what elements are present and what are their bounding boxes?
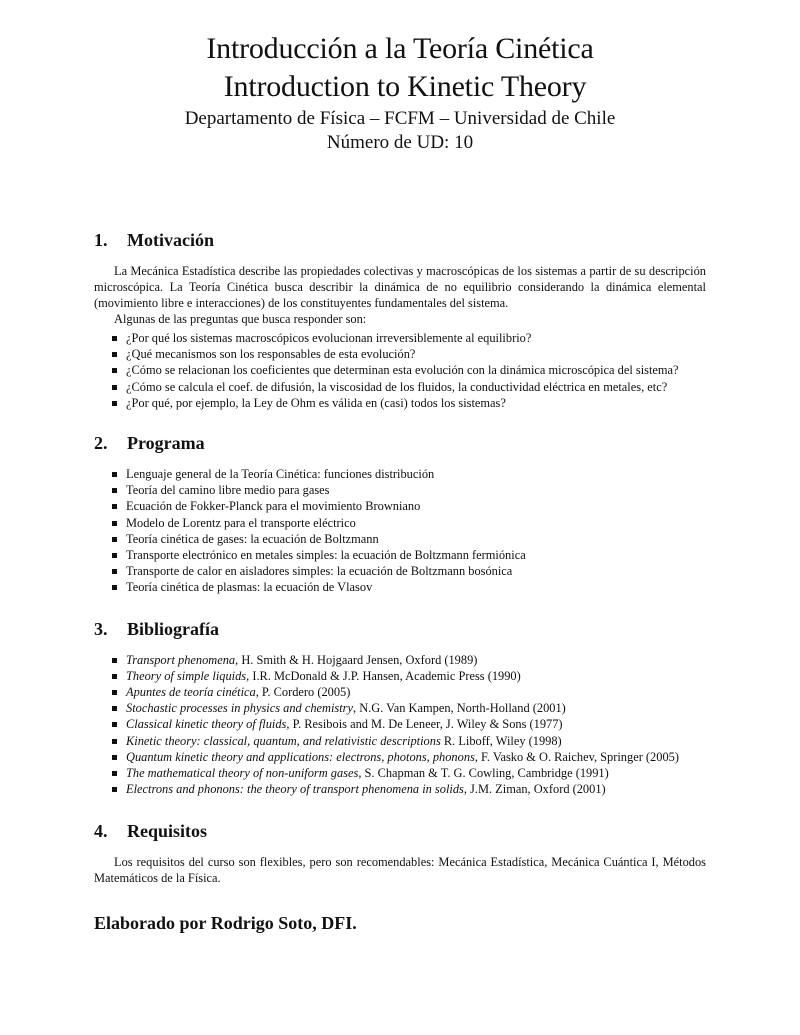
section-heading — [94, 431, 706, 455]
section-heading — [94, 617, 706, 641]
list-item — [112, 515, 706, 531]
bibliography-entry — [112, 749, 706, 765]
list-item — [112, 531, 706, 547]
book-details: R. Liboff, Wiley (1998) — [440, 733, 562, 748]
book-title: Kinetic theory: classical, quantum, and relativistic descriptions — [126, 733, 441, 748]
bullet-square-icon — [112, 336, 117, 341]
section-programa — [94, 431, 706, 596]
book-title: Electrons and phonons: the theory of transport phenomena in solids — [126, 782, 464, 797]
book-title: The mathematical theory of non-uniform gases — [126, 766, 359, 781]
title-english: Introduction to Kinetic Theory — [223, 70, 587, 103]
book-title: Apuntes de teoría cinética — [126, 685, 256, 700]
book-title: Theory of simple liquids — [126, 668, 247, 683]
section-heading — [94, 819, 706, 843]
bullet-square-icon — [112, 787, 117, 792]
ud-number: Número de UD: 10 — [326, 132, 474, 153]
bullet-square-icon — [112, 585, 117, 590]
bibliography-entry — [112, 765, 706, 781]
motivacion-paragraph: La Mecánica Estadística describe las propiedades colectivas y macroscópicas de los sistemas a partir de su descripción microscópica. La Teoría Cinética busca describir la dinámica de no equilibrio considerando la dinámica elemental (movimiento libre e interacciones) de los constituyentes fundamentales del sistema. — [94, 264, 706, 310]
book-details: , J.M. Ziman, Oxford (2001) — [463, 782, 606, 797]
list-item — [112, 498, 706, 514]
bibliography-entry — [112, 652, 706, 668]
bullet-square-icon — [112, 739, 117, 744]
document-body — [94, 228, 706, 935]
section-number: 4. — [94, 821, 108, 842]
bibliography-entry — [112, 733, 706, 749]
book-details: , H. Smith & H. Hojgaard Jensen, Oxford (1989) — [235, 652, 478, 667]
book-details: , I.R. McDonald & J.P. Hansen, Academic Press (1990) — [246, 668, 521, 683]
list-item-text: ¿Por qué, por ejemplo, la Ley de Ohm es válida en (casi) todos los sistemas? — [126, 395, 506, 410]
questions-list — [94, 330, 706, 411]
bullet-square-icon — [112, 504, 117, 509]
section-title: Requisitos — [127, 821, 208, 842]
bullet-square-icon — [112, 352, 117, 357]
document-header — [0, 30, 800, 154]
book-details: , S. Chapman & T. G. Cowling, Cambridge (1991) — [358, 766, 609, 781]
book-title: Quantum kinetic theory and applications: electrons, photons, phonons — [126, 749, 475, 764]
author-signature: Elaborado por Rodrigo Soto, DFI. — [94, 913, 357, 934]
bibliography-list — [94, 652, 706, 798]
section-title: Programa — [127, 433, 205, 454]
program-list — [94, 466, 706, 596]
bibliography-entry — [112, 781, 706, 797]
title-spanish: Introducción a la Teoría Cinética — [206, 32, 594, 65]
section-title: Motivación — [127, 230, 214, 250]
list-item-text: Teoría del camino libre medio para gases — [126, 483, 330, 498]
list-item-text: Ecuación de Fokker-Planck para el movimiento Browniano — [126, 499, 421, 514]
list-item — [112, 379, 706, 395]
list-item-text: ¿Qué mecanismos son los responsables de esta evolución? — [126, 347, 416, 362]
bullet-square-icon — [112, 401, 117, 406]
bibliography-entry — [112, 716, 706, 732]
bullet-square-icon — [112, 488, 117, 493]
bullet-square-icon — [112, 368, 117, 373]
book-details: , P. Cordero (2005) — [255, 685, 351, 700]
book-details: , N.G. Van Kampen, North-Holland (2001) — [353, 701, 566, 716]
list-item-text: Transporte electrónico en metales simples: la ecuación de Boltzmann fermiónica — [126, 548, 526, 563]
list-item-text: ¿Cómo se calcula el coef. de difusión, la viscosidad de los fluidos, la conductividad eléctrica en metales, etc? — [126, 379, 668, 394]
book-title: Stochastic processes in physics and chemistry — [126, 701, 354, 716]
list-item-text: Teoría cinética de gases: la ecuación de Boltzmann — [126, 531, 379, 546]
section-bibliografia — [94, 617, 706, 798]
book-title: Classical kinetic theory of fluids — [126, 717, 287, 732]
section-requisitos — [94, 819, 706, 886]
list-item — [112, 547, 706, 563]
list-item — [112, 466, 706, 482]
bullet-square-icon — [112, 537, 117, 542]
section-number: 3. — [94, 618, 108, 639]
bibliography-entry — [112, 700, 706, 716]
list-item — [112, 362, 706, 378]
bullet-square-icon — [112, 658, 117, 663]
list-item-text: Teoría cinética de plasmas: la ecuación de Vlasov — [126, 580, 373, 595]
bullet-square-icon — [112, 385, 117, 390]
section-number: 2. — [94, 433, 108, 454]
list-item-text: Modelo de Lorentz para el transporte eléctrico — [126, 515, 356, 530]
bullet-square-icon — [112, 553, 117, 558]
list-item — [112, 330, 706, 346]
list-item-text: ¿Por qué los sistemas macroscópicos evolucionan irreversiblemente al equilibrio? — [126, 331, 532, 345]
requisitos-paragraph: Los requisitos del curso son flexibles, pero son recomendables: Mecánica Estadística, Mecánica Cuántica I, Métodos Matemáticos de la Física. — [94, 855, 706, 886]
list-item — [112, 482, 706, 498]
motivacion-intro: Algunas de las preguntas que busca responder son: — [114, 312, 367, 326]
department-line: Departamento de Física – FCFM – Universidad de Chile — [184, 108, 616, 129]
bibliography-entry — [112, 684, 706, 700]
book-title: Transport phenomena — [126, 652, 236, 667]
section-title: Bibliografía — [127, 618, 220, 639]
book-details: , P. Resibois and M. De Leneer, J. Wiley & Sons (1977) — [286, 717, 563, 732]
book-details: , F. Vasko & O. Raichev, Springer (2005) — [474, 749, 679, 764]
list-item-text: Transporte de calor en aisladores simples: la ecuación de Boltzmann bosónica — [126, 564, 513, 579]
list-item-text: ¿Cómo se relacionan los coeficientes que determinan esta evolución con la dinámica microscópica del sistema? — [126, 363, 679, 378]
bullet-square-icon — [112, 569, 117, 574]
bullet-square-icon — [112, 472, 117, 477]
bullet-square-icon — [112, 674, 117, 679]
bullet-square-icon — [112, 706, 117, 711]
section-heading — [94, 228, 706, 252]
list-item — [112, 563, 706, 579]
list-item-text: Lenguaje general de la Teoría Cinética: funciones distribución — [126, 467, 435, 482]
bibliography-entry — [112, 668, 706, 684]
bullet-square-icon — [112, 521, 117, 526]
section-number: 1. — [94, 230, 108, 250]
list-item — [112, 579, 706, 595]
bullet-square-icon — [112, 755, 117, 760]
list-item — [112, 346, 706, 362]
bullet-square-icon — [112, 722, 117, 727]
bullet-square-icon — [112, 771, 117, 776]
section-motivacion — [94, 228, 706, 411]
bullet-square-icon — [112, 690, 117, 695]
list-item — [112, 395, 706, 411]
